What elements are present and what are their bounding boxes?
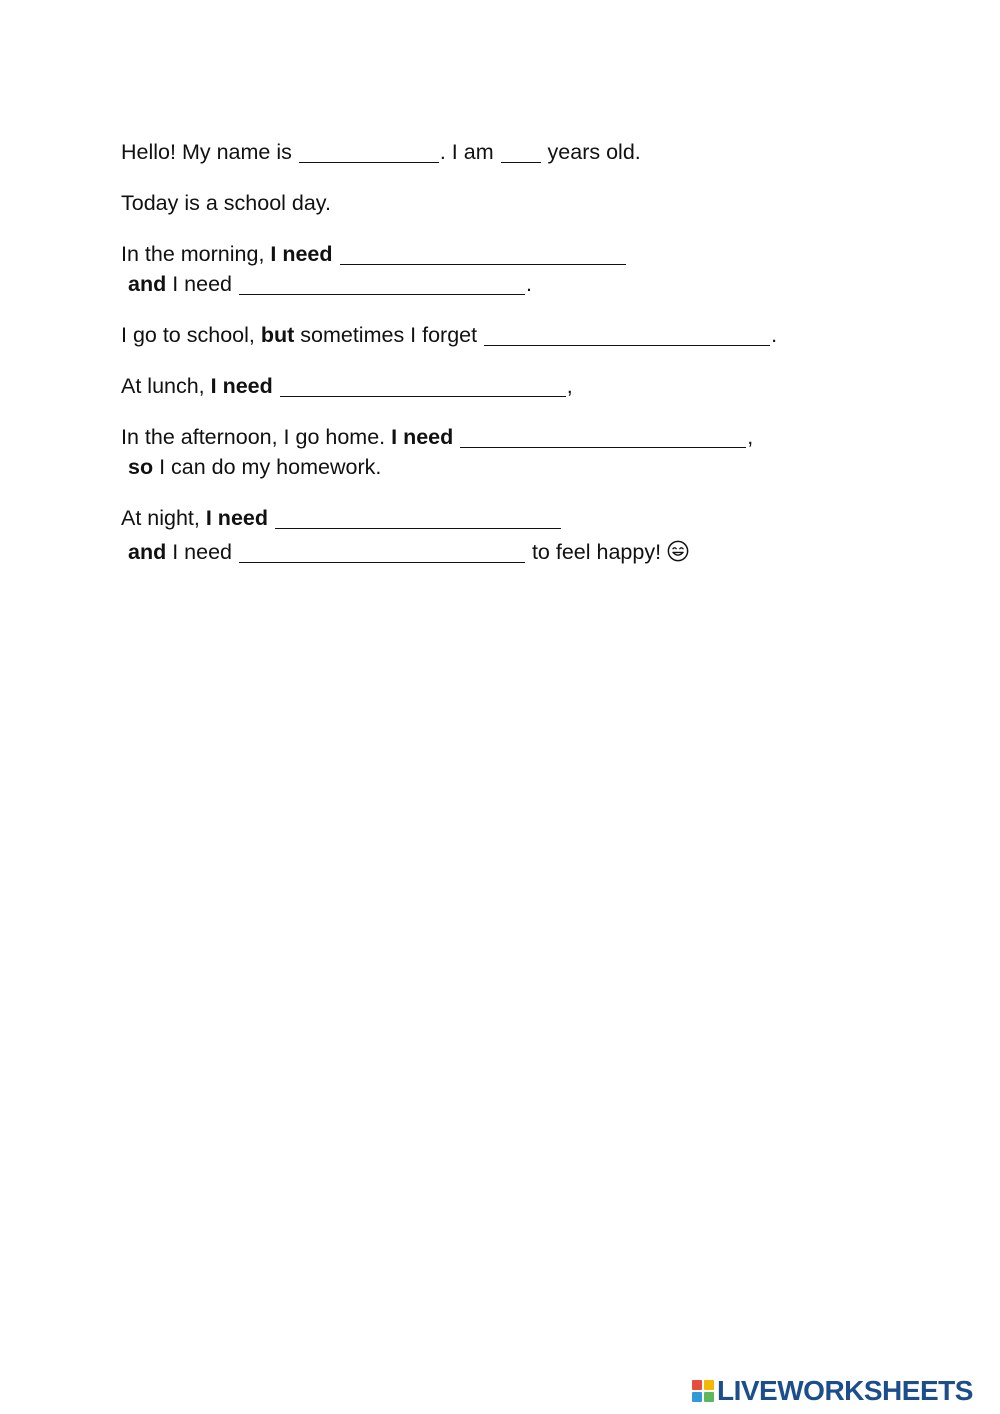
text bbox=[333, 242, 339, 266]
morning-need-blank-1[interactable] bbox=[340, 244, 626, 265]
logo-square bbox=[692, 1392, 702, 1402]
morning-need-blank-2[interactable] bbox=[239, 274, 525, 295]
text: . bbox=[771, 323, 778, 347]
night-need-blank-2[interactable] bbox=[239, 542, 525, 563]
text bbox=[273, 374, 279, 398]
name-blank[interactable] bbox=[299, 142, 439, 163]
bold-text: and bbox=[128, 272, 167, 296]
sentence-name-age bbox=[121, 137, 881, 167]
age-blank[interactable] bbox=[501, 142, 541, 163]
afternoon-need-blank[interactable] bbox=[460, 427, 746, 448]
text bbox=[268, 506, 274, 530]
text: . I am bbox=[439, 140, 500, 164]
text: , bbox=[747, 425, 754, 449]
lunch-need-blank[interactable] bbox=[280, 376, 566, 397]
logo-square bbox=[704, 1380, 714, 1390]
text: . bbox=[525, 272, 532, 296]
bold-text: I need bbox=[270, 242, 333, 266]
text: Hello! My name is bbox=[121, 140, 298, 164]
bold-text: but bbox=[260, 323, 295, 347]
sentence-afternoon bbox=[121, 422, 881, 482]
sentence-lunch bbox=[121, 371, 881, 401]
smiling-face-icon bbox=[667, 540, 689, 562]
forget-blank[interactable] bbox=[484, 325, 770, 346]
text: I go to school, bbox=[121, 323, 261, 347]
logo-square bbox=[692, 1380, 702, 1390]
bold-text: and bbox=[128, 540, 167, 564]
bold-text: I need bbox=[205, 506, 268, 530]
text: Today is a school day. bbox=[121, 191, 331, 215]
bold-text: I need bbox=[391, 425, 454, 449]
bold-text: I need bbox=[210, 374, 273, 398]
text: to feel happy! bbox=[525, 540, 662, 564]
logo-text: LIVEWORKSHEETS bbox=[717, 1375, 973, 1406]
bold-text: so bbox=[128, 455, 154, 479]
text: sometimes I forget bbox=[294, 323, 484, 347]
sentence-school-day bbox=[121, 188, 881, 218]
text: I need bbox=[166, 272, 238, 296]
worksheet bbox=[121, 137, 881, 588]
sentence-forget bbox=[121, 320, 881, 350]
text: I can do my homework. bbox=[153, 455, 382, 479]
sentence-morning bbox=[121, 239, 881, 299]
logo-square bbox=[704, 1392, 714, 1402]
text: In the morning, bbox=[121, 242, 271, 266]
night-need-blank-1[interactable] bbox=[275, 508, 561, 529]
text: I need bbox=[166, 540, 238, 564]
sentence-night bbox=[121, 503, 881, 567]
text: years old. bbox=[541, 140, 641, 164]
liveworksheets-logo bbox=[692, 1376, 973, 1406]
text bbox=[453, 425, 459, 449]
text: At night, bbox=[121, 506, 206, 530]
text: , bbox=[566, 374, 573, 398]
text: In the afternoon, I go home. bbox=[121, 425, 392, 449]
text: At lunch, bbox=[121, 374, 211, 398]
logo-mark-icon bbox=[692, 1380, 714, 1402]
